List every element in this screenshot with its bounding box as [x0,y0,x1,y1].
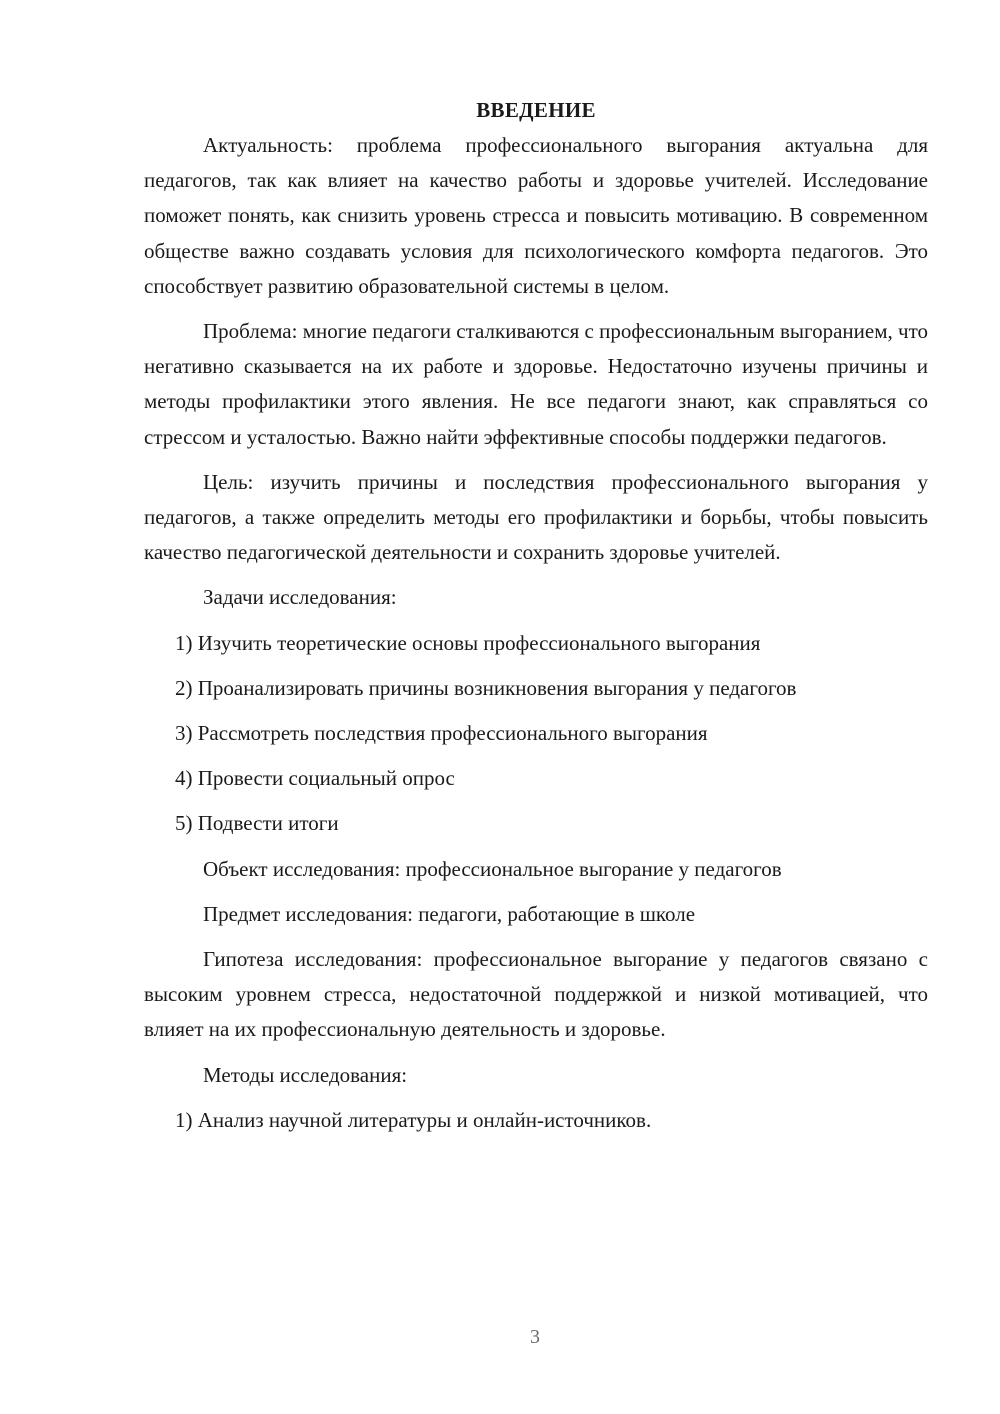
hypothesis-paragraph: Гипотеза исследования: профессиональное выгорание у педагогов связано с высоким уровнем стресса, недостаточной поддержкой и низкой мотивацией, что влияет на их профессиональную деятельность и здоровье. [144,947,928,1042]
section-heading: ВВЕДЕНИЕ [476,98,596,122]
document-page [144,92,928,1138]
task-item-4: 4) Провести социальный опрос [175,766,455,791]
task-item-2: 2) Проанализировать причины возникновения выгорания у педагогов [175,675,797,700]
tasks-label: Задачи исследования: [203,585,397,610]
research-object: Объект исследования: профессиональное выгорание у педагогов [203,856,782,881]
relevance-paragraph: Актуальность: проблема профессионального выгорания актуальна для педагогов, так как влияет на качество работы и здоровье учителей. Исследование поможет понять, как снизить уровень стресса и повысить мотивацию. В современном обществе важно создавать условия для психологического комфорта педагогов. Это способствует развитию образовательной системы в целом. [144,133,928,298]
task-item-5: 5) Подвести итоги [175,811,339,836]
task-item-1: 1) Изучить теоретические основы профессионального выгорания [175,630,761,655]
task-item-3: 3) Рассмотреть последствия профессионального выгорания [175,721,708,746]
research-subject: Предмет исследования: педагоги, работающие в школе [203,901,696,926]
methods-label: Методы исследования: [203,1062,408,1087]
page-number: 3 [530,1326,540,1348]
problem-paragraph: Проблема: многие педагоги сталкиваются с профессиональным выгоранием, что негативно сказывается на их работе и здоровье. Недостаточно изучены причины и методы профилактики этого явления. Не все педагоги знают, как справляться со стрессом и усталостью. Важно найти эффективные способы поддержки педагогов. [144,319,928,449]
method-item-1: 1) Анализ научной литературы и онлайн-источников. [175,1107,652,1132]
goal-paragraph: Цель: изучить причины и последствия профессионального выгорания у педагогов, а также определить методы его профилактики и борьбы, чтобы повысить качество педагогической деятельности и сохранить здоровье учителей. [144,469,928,565]
